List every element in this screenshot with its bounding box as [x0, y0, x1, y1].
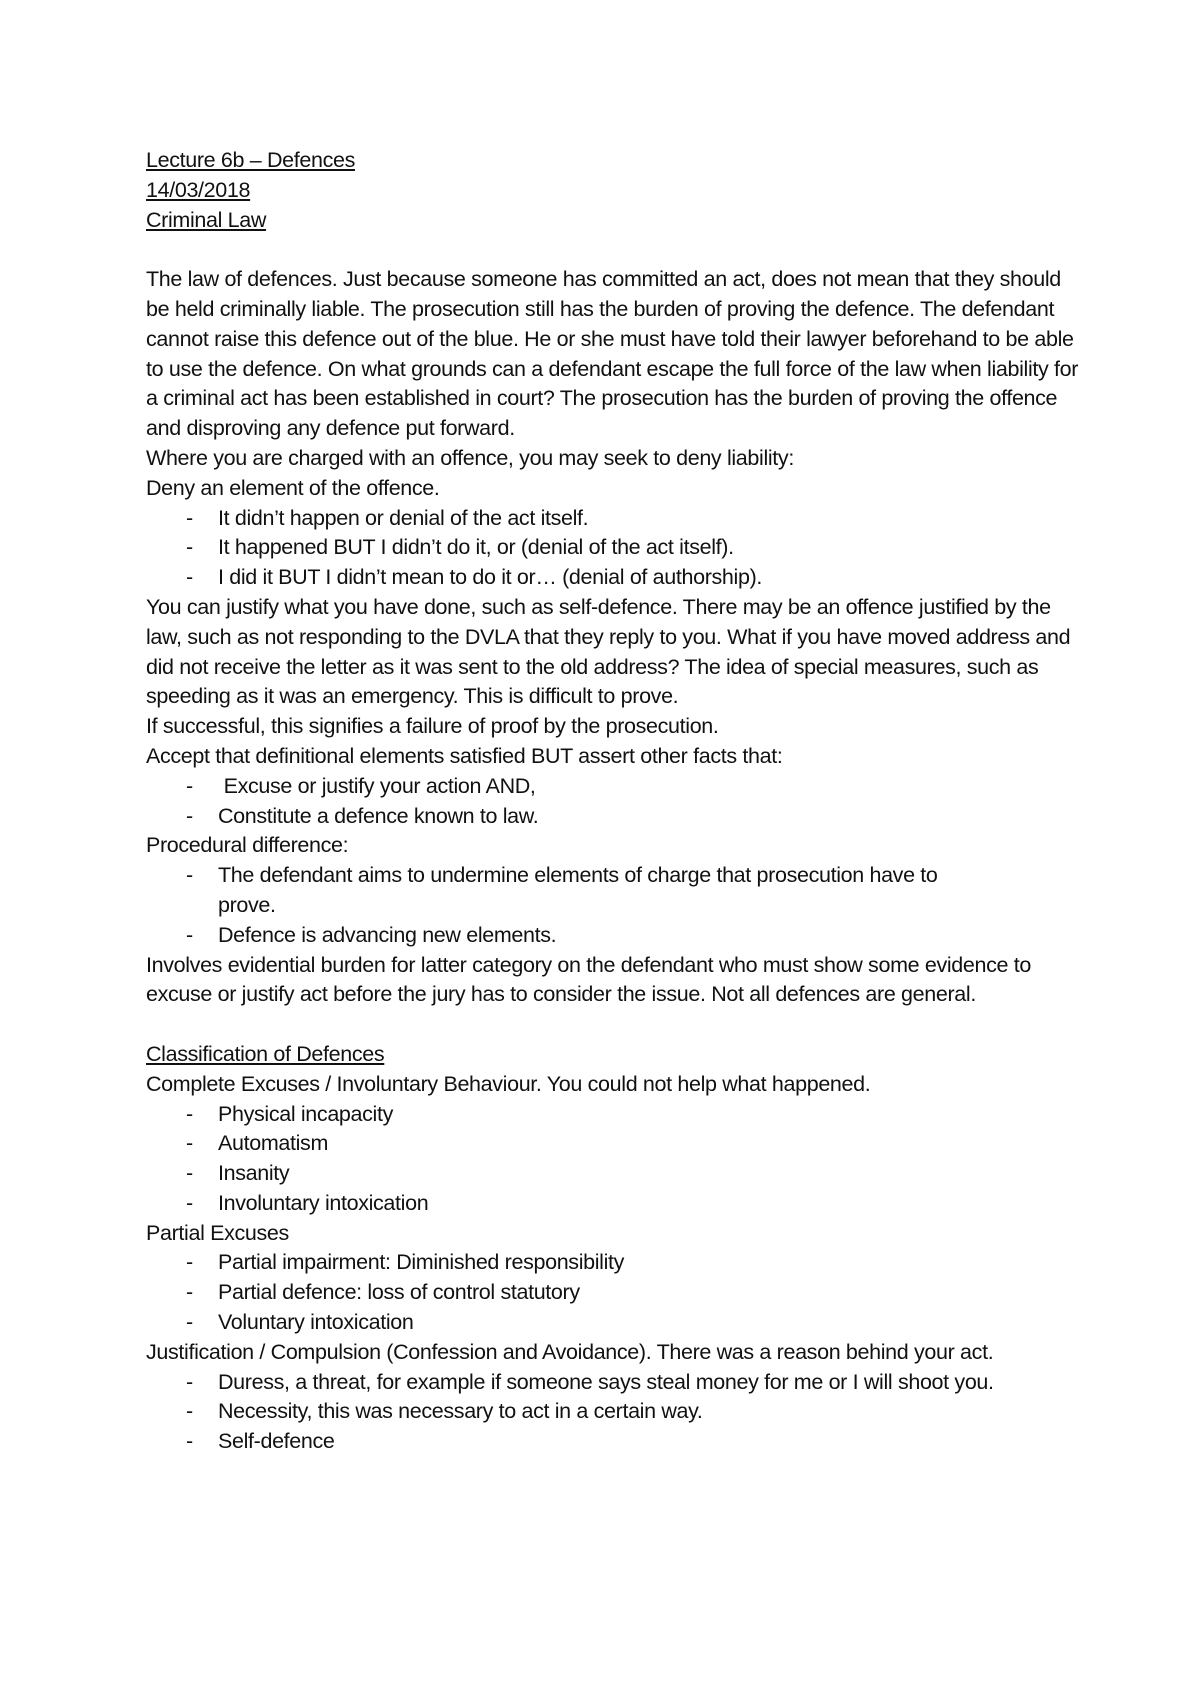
partial-excuses-list: [146, 1248, 1086, 1337]
partial-excuses-heading: Partial Excuses: [146, 1220, 289, 1245]
list-item: - It happened BUT I didn’t do it, or (denial of the act itself).: [146, 533, 1086, 563]
list-item: - Necessity, this was necessary to act in a certain way.: [146, 1397, 1086, 1427]
spacer: [146, 1010, 1086, 1040]
list-item: - Insanity: [146, 1159, 1086, 1189]
justification-list: [146, 1368, 1086, 1457]
evidential-paragraph: Involves evidential burden for latter category on the defendant who must show some evidence to excuse or justify act before the jury has to consider the issue. Not all defences are general.: [146, 952, 1031, 1007]
list-item: - Automatism: [146, 1129, 1086, 1159]
list-item: - I did it BUT I didn’t mean to do it or… (denial of authorship).: [146, 563, 1086, 593]
document-page: [146, 146, 1086, 1457]
accept-list: [146, 772, 1086, 832]
justify-paragraph: You can justify what you have done, such as self-defence. There may be an offence justified by the law, such as not responding to the DVLA that they reply to you. What if you have moved address and did not receive the letter as it was sent to the old address? The idea of special measures, such as speeding as it was an emergency. This is difficult to prove.: [146, 594, 1071, 709]
complete-excuses-heading: Complete Excuses / Involuntary Behaviour. You could not help what happened.: [146, 1071, 871, 1096]
list-item: - Duress, a threat, for example if someone says steal money for me or I will shoot you.: [146, 1368, 1086, 1398]
successful-line: If successful, this signifies a failure of proof by the prosecution.: [146, 714, 719, 739]
procedural-heading: Procedural difference:: [146, 833, 349, 858]
list-item: - Defence is advancing new elements.: [146, 921, 1086, 951]
list-item: - Self-defence: [146, 1427, 1086, 1457]
list-item: - Partial defence: loss of control statutory: [146, 1278, 1086, 1308]
deny-list: [146, 504, 1086, 593]
justification-heading: Justification / Compulsion (Confession and Avoidance). There was a reason behind your act.: [146, 1339, 994, 1364]
list-item: - Excuse or justify your action AND,: [146, 772, 1086, 802]
intro-paragraph: The law of defences. Just because someone has committed an act, does not mean that they should be held criminally liable. The prosecution still has the burden of proving the defence. The defendant cannot raise this defence out of the blue. He or she must have told their lawyer beforehand to be able to use the defence. On what grounds can a defendant escape the full force of the law when liability for a criminal act has been established in court? The prosecution has the burden of proving the offence and disproving any defence put forward.: [146, 267, 1079, 441]
deny-heading: Deny an element of the offence.: [146, 475, 440, 500]
list-item: - The defendant aims to undermine elements of charge that prosecution have to prove.: [146, 861, 978, 921]
spacer: [146, 235, 1086, 265]
list-item: - Voluntary intoxication: [146, 1308, 1086, 1338]
accept-line: Accept that definitional elements satisfied BUT assert other facts that:: [146, 743, 783, 768]
procedural-list: [146, 861, 1086, 950]
list-item: - Constitute a defence known to law.: [146, 802, 1086, 832]
list-item: - Partial impairment: Diminished responsibility: [146, 1248, 1086, 1278]
lecture-title: Lecture 6b – Defences: [146, 148, 355, 172]
complete-excuses-list: [146, 1100, 1086, 1219]
list-item: - Involuntary intoxication: [146, 1189, 1086, 1219]
charged-line: Where you are charged with an offence, you may seek to deny liability:: [146, 445, 794, 470]
lecture-date: 14/03/2018: [146, 177, 251, 202]
classification-heading: Classification of Defences: [146, 1041, 385, 1066]
list-item: - Physical incapacity: [146, 1100, 1086, 1130]
list-item: - It didn’t happen or denial of the act itself.: [146, 504, 1086, 534]
lecture-subject: Criminal Law: [146, 207, 267, 232]
